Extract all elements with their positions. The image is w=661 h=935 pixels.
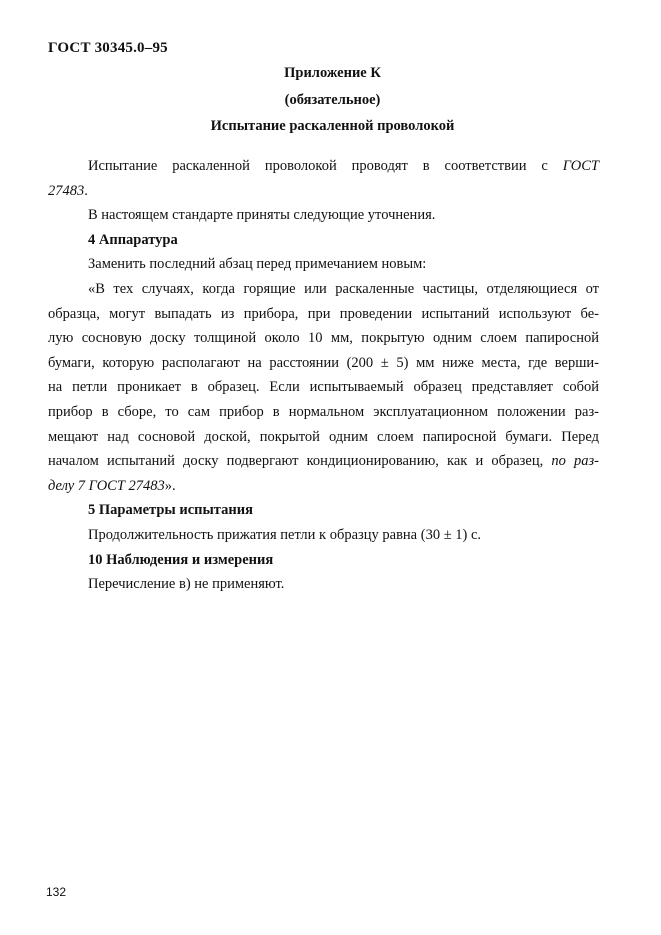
quoted-paragraph (48, 277, 599, 498)
section-5-text: Продолжительность прижатия петли к образцу равна (30 ± 1) с. (88, 526, 482, 543)
appendix-status: (обязательное) (284, 92, 381, 108)
appendix-title: Приложение К (284, 65, 381, 81)
quote-line: прибор в сборе, то сам прибор в нормальном эксплуатационном положении раз- (48, 403, 599, 420)
appendix-subject: Испытание раскаленной проволокой (210, 118, 455, 134)
quote-line: на петли проникает в образец. Если испытываемый образец представляет собой (48, 379, 599, 396)
standard-reference: ГОСТ (562, 158, 599, 174)
intro-line-2 (48, 179, 599, 204)
document-code: ГОСТ 30345.0–95 (48, 40, 168, 56)
section-10-text: Перечисление в) не применяют. (88, 576, 285, 593)
intro-period: . (84, 182, 88, 199)
intro-line-1 (48, 154, 599, 179)
page-number: 132 (46, 885, 67, 899)
intro-paragraph (48, 154, 599, 203)
section-5-heading: 5 Параметры испытания (88, 502, 253, 519)
section-10-heading: 10 Наблюдения и измерения (88, 551, 274, 568)
section-4-heading: 4 Аппаратура (88, 231, 178, 248)
quote-line-last (48, 474, 599, 499)
quote-line (48, 449, 599, 474)
quote-line: «В тех случаях, когда горящие или раскаленные частицы, отделяющиеся от (88, 280, 599, 297)
quote-line-text: началом испытаний доску подвергают кондиционированию, как и образец, (48, 453, 544, 470)
clarifications-paragraph: В настоящем стандарте приняты следующие уточнения. (88, 207, 436, 224)
quote-line: образца, могут выпадать из прибора, при проведении испытаний используют бе- (48, 305, 599, 322)
intro-text: Испытание раскаленной проволокой проводят в соответствии с (88, 158, 548, 174)
standard-reference-number: 27483 (48, 182, 85, 199)
quote-closing: ». (164, 477, 176, 494)
section-4-text: Заменить последний абзац перед примечанием новым: (88, 256, 427, 273)
quote-line: мещают над сосновой доской, покрытой одним слоем папиросной бумаги. Перед (48, 428, 599, 445)
document-body (48, 154, 599, 597)
section-reference: по раз- (551, 453, 599, 470)
quote-line: бумаги, которую располагают на расстоянии (200 ± 5) мм ниже места, где верши- (48, 354, 599, 371)
quote-line: лую сосновую доску толщиной около 10 мм, покрытую одним слоем папиросной (48, 330, 599, 347)
section-reference-continued: делу 7 ГОСТ 27483 (48, 477, 165, 494)
